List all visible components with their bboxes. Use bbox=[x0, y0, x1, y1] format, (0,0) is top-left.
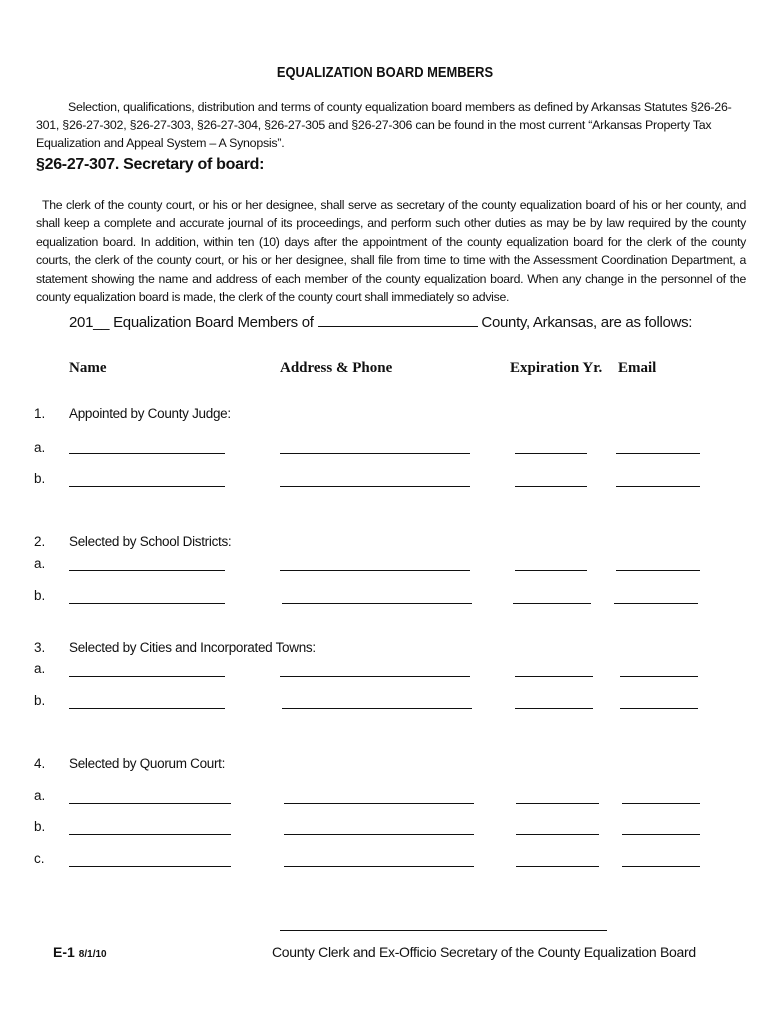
row-letter: a. bbox=[34, 440, 46, 455]
expiration-field[interactable] bbox=[516, 834, 599, 835]
signature-caption: County Clerk and Ex-Officio Secretary of the County Equalization Board bbox=[272, 944, 696, 960]
address-field[interactable] bbox=[280, 453, 470, 454]
name-field[interactable] bbox=[69, 603, 225, 604]
expiration-field[interactable] bbox=[516, 803, 599, 804]
declaration-line bbox=[69, 314, 692, 331]
expiration-field[interactable] bbox=[515, 486, 587, 487]
name-field[interactable] bbox=[69, 570, 225, 571]
row-letter: b. bbox=[34, 819, 46, 834]
signature-field[interactable] bbox=[280, 930, 607, 931]
group-number: 3. bbox=[34, 640, 46, 655]
declaration-suffix: County, Arkansas, are as follows: bbox=[481, 314, 693, 331]
section-body-text: The clerk of the county court, or his or her designee, shall serve as secretary of the county equalization board of his or her county, and shall keep a complete and accurate journal of its proceedings, and perform such other duties as may be by law required by the county equalization board. In addition, within ten (10) days after the appointment of the county equalization board for the clerk of the county courts, the clerk of the county court, or his or her designee, shall file from time to time with the Assessment Coordination Department, a statement showing the name and address of each member of the county equalization board. When any change in the personnel of the county equalization board is made, the clerk of the county court shall immediately so advise. bbox=[36, 198, 746, 305]
email-field[interactable] bbox=[622, 803, 700, 804]
address-field[interactable] bbox=[284, 834, 474, 835]
row-letter: a. bbox=[34, 556, 46, 571]
email-field[interactable] bbox=[616, 570, 700, 571]
address-field[interactable] bbox=[282, 603, 472, 604]
section-heading: §26-27-307. Secretary of board: bbox=[36, 156, 265, 173]
address-field[interactable] bbox=[284, 866, 474, 867]
name-field[interactable] bbox=[69, 834, 231, 835]
group-number: 2. bbox=[34, 534, 46, 549]
row-letter: a. bbox=[34, 661, 46, 676]
section-body bbox=[36, 196, 746, 306]
group-number: 4. bbox=[34, 756, 46, 771]
row-letter: b. bbox=[34, 471, 46, 486]
email-field[interactable] bbox=[622, 834, 700, 835]
expiration-field[interactable] bbox=[515, 570, 587, 571]
name-field[interactable] bbox=[69, 708, 225, 709]
row-letter: a. bbox=[34, 788, 46, 803]
column-header-email: Email bbox=[618, 360, 657, 376]
address-field[interactable] bbox=[282, 708, 472, 709]
email-field[interactable] bbox=[614, 603, 698, 604]
name-field[interactable] bbox=[69, 486, 225, 487]
email-field[interactable] bbox=[620, 676, 698, 677]
column-header-expiration: Expiration Yr. bbox=[510, 360, 603, 376]
group-label: Selected by Cities and Incorporated Towns: bbox=[69, 640, 316, 655]
group-number: 1. bbox=[34, 406, 46, 421]
group-label: Selected by School Districts: bbox=[69, 534, 232, 549]
name-field[interactable] bbox=[69, 803, 231, 804]
email-field[interactable] bbox=[616, 486, 700, 487]
address-field[interactable] bbox=[284, 803, 474, 804]
intro-paragraph bbox=[36, 98, 744, 152]
form-code bbox=[53, 944, 107, 960]
row-letter: c. bbox=[34, 851, 45, 866]
address-field[interactable] bbox=[280, 676, 470, 677]
address-field[interactable] bbox=[280, 570, 470, 571]
row-letter: b. bbox=[34, 588, 46, 603]
expiration-field[interactable] bbox=[515, 676, 593, 677]
group-label: Appointed by County Judge: bbox=[69, 406, 231, 421]
form-code-text: E-1 bbox=[53, 944, 75, 960]
column-header-address: Address & Phone bbox=[280, 360, 393, 376]
address-field[interactable] bbox=[280, 486, 470, 487]
name-field[interactable] bbox=[69, 866, 231, 867]
expiration-field[interactable] bbox=[515, 453, 587, 454]
email-field[interactable] bbox=[622, 866, 700, 867]
intro-text: Selection, qualifications, distribution and terms of county equalization board members as defined by Arkansas Statutes §26-26-301, §26-27-302, §26-27-303, §26-27-304, §26-27-305 and §26-27-306 can be found in the most current “Arkansas Property Tax Equalization and Appeal System – A Synopsis”. bbox=[36, 100, 732, 150]
expiration-field[interactable] bbox=[515, 708, 593, 709]
declaration-prefix: 201__ Equalization Board Members of bbox=[69, 314, 314, 331]
county-name-field[interactable] bbox=[318, 314, 478, 327]
name-field[interactable] bbox=[69, 676, 225, 677]
form-date: 8/1/10 bbox=[78, 949, 107, 960]
group-label: Selected by Quorum Court: bbox=[69, 756, 226, 771]
page-title: EQUALIZATION BOARD MEMBERS bbox=[276, 64, 494, 81]
expiration-field[interactable] bbox=[516, 866, 599, 867]
name-field[interactable] bbox=[69, 453, 225, 454]
column-header-name: Name bbox=[69, 360, 107, 376]
expiration-field[interactable] bbox=[513, 603, 591, 604]
row-letter: b. bbox=[34, 693, 46, 708]
email-field[interactable] bbox=[616, 453, 700, 454]
email-field[interactable] bbox=[620, 708, 698, 709]
